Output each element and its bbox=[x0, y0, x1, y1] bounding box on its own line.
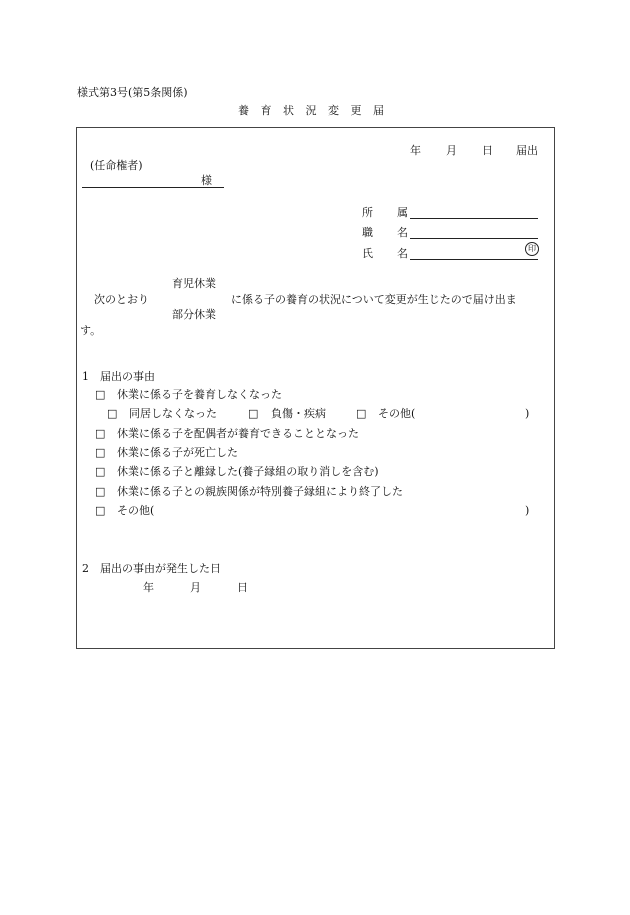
affiliation-label-2: 属 bbox=[397, 206, 408, 219]
occurrence-month: 月 bbox=[190, 581, 201, 594]
checkbox-3[interactable]: □ bbox=[95, 446, 106, 459]
sub-reason-3-label: その他( bbox=[378, 407, 416, 420]
seal-mark: 印 bbox=[525, 242, 539, 256]
date-year: 年 bbox=[410, 144, 421, 157]
reason-1-label: 休業に係る子を養育しなくなった bbox=[117, 388, 282, 401]
position-label-1: 職 bbox=[362, 226, 373, 239]
checkbox-2[interactable]: □ bbox=[95, 427, 106, 440]
date-day: 日 bbox=[482, 144, 493, 157]
body-prefix: 次のとおり bbox=[94, 293, 149, 306]
section2-heading: 2 届出の事由が発生した日 bbox=[82, 562, 221, 575]
checkbox-sub-2[interactable]: □ bbox=[248, 407, 259, 420]
option-childcare-leave[interactable]: 育児休業 bbox=[172, 277, 216, 290]
checkbox-sub-3[interactable]: □ bbox=[356, 407, 367, 420]
name-field[interactable] bbox=[410, 259, 538, 260]
checkbox-1[interactable]: □ bbox=[95, 388, 106, 401]
date-submitted: 届出 bbox=[516, 144, 538, 157]
sub-reason-2-label: 負傷・疾病 bbox=[271, 407, 326, 420]
reason-5-label: 休業に係る子との親族関係が特別養子縁組により終了した bbox=[117, 485, 403, 498]
position-label-2: 名 bbox=[397, 226, 408, 239]
affiliation-label-1: 所 bbox=[362, 206, 373, 219]
appointer-label: (任命権者) bbox=[90, 159, 143, 172]
reason-6-close: ) bbox=[525, 504, 530, 517]
form-number: 様式第3号(第5条関係) bbox=[77, 86, 188, 99]
sub-reason-3-close: ) bbox=[525, 407, 530, 420]
name-label-2: 名 bbox=[397, 247, 408, 260]
occurrence-day: 日 bbox=[237, 581, 248, 594]
section1-heading: 1 届出の事由 bbox=[82, 370, 155, 383]
occurrence-year: 年 bbox=[143, 581, 154, 594]
checkbox-5[interactable]: □ bbox=[95, 485, 106, 498]
reason-2-label: 休業に係る子を配偶者が養育できることとなった bbox=[117, 427, 359, 440]
body-suffix: に係る子の養育の状況について変更が生じたので届け出ま bbox=[231, 293, 517, 306]
checkbox-sub-1[interactable]: □ bbox=[107, 407, 118, 420]
form-title: 養 育 状 況 変 更 届 bbox=[238, 104, 388, 117]
reason-6-label: その他( bbox=[117, 504, 155, 517]
position-field[interactable] bbox=[410, 238, 538, 239]
reason-4-label: 休業に係る子と離縁した(養子縁組の取り消しを含む) bbox=[117, 465, 379, 478]
appointer-honorific: 様 bbox=[201, 174, 212, 187]
date-month: 月 bbox=[446, 144, 457, 157]
checkbox-6[interactable]: □ bbox=[95, 504, 106, 517]
affiliation-field[interactable] bbox=[410, 218, 538, 219]
checkbox-4[interactable]: □ bbox=[95, 465, 106, 478]
sub-reason-1-label: 同居しなくなった bbox=[129, 407, 217, 420]
option-partial-leave[interactable]: 部分休業 bbox=[172, 308, 216, 321]
reason-3-label: 休業に係る子が死亡した bbox=[117, 446, 238, 459]
body-continuation: す。 bbox=[80, 324, 102, 337]
name-label-1: 氏 bbox=[362, 247, 373, 260]
